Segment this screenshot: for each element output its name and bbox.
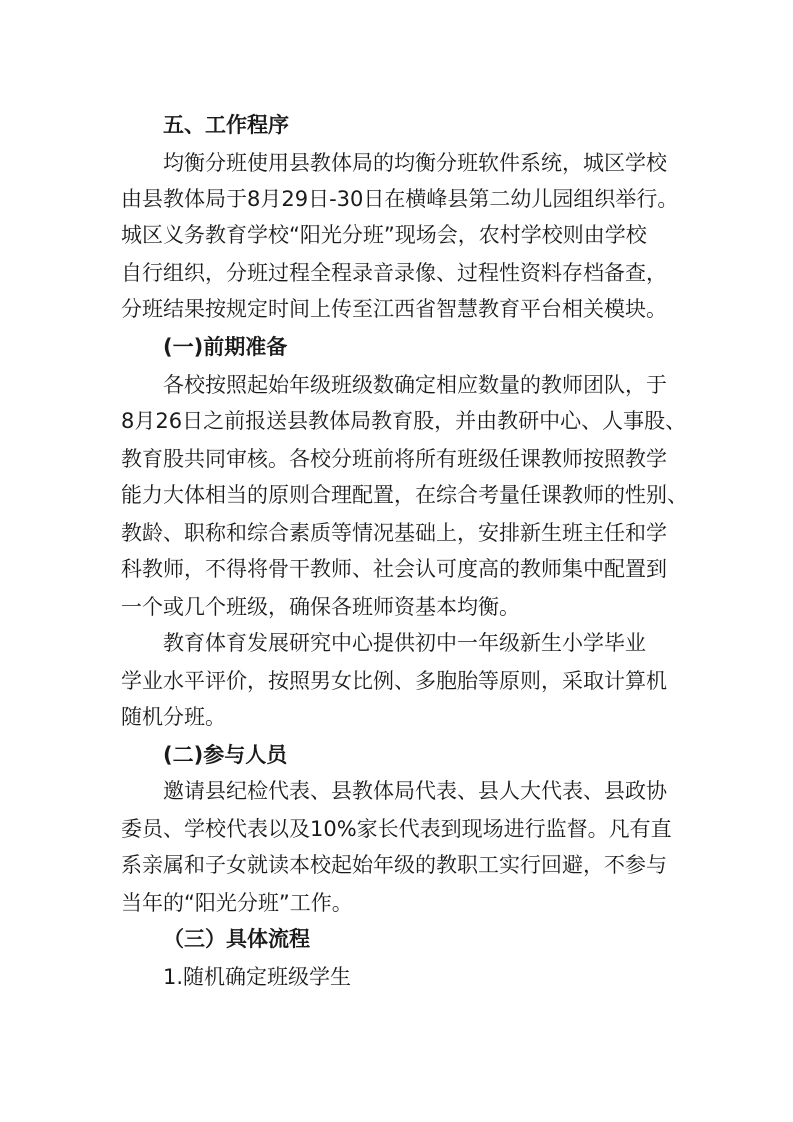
subsection-heading-participants: (二)参与人员 xyxy=(163,743,288,767)
text-line: 城区义务教育学校“阳光分班”现场会，农村学校则由学校 xyxy=(121,223,647,247)
text-line: 分班结果按规定时间上传至江西省智慧教育平台相关模块。 xyxy=(121,297,667,321)
text-line: 教龄、职称和综合素质等情况基础上，安排新生班主任和学 xyxy=(121,521,667,545)
text-line: 均衡分班使用县教体局的均衡分班软件系统，城区学校 xyxy=(163,151,667,175)
text-line: 随机分班。 xyxy=(121,705,226,729)
subsection-heading-process: （三）具体流程 xyxy=(163,927,310,951)
text-line: 教育股共同审核。各校分班前将所有班级任课教师按照教学 xyxy=(121,447,667,471)
section-title: 五、工作程序 xyxy=(163,113,289,137)
text-line: 自行组织，分班过程全程录音录像、过程性资料存档备查， xyxy=(121,261,667,285)
subsection-heading-preparation: (一)前期准备 xyxy=(163,335,288,359)
text-line: 当年的“阳光分班”工作。 xyxy=(121,891,353,915)
list-item: 1.随机确定班级学生 xyxy=(163,965,352,989)
text-line: 系亲属和子女就读本校起始年级的教职工实行回避，不参与 xyxy=(121,853,667,877)
text-line: 一个或几个班级，确保各班师资基本均衡。 xyxy=(121,595,520,619)
text-line: 各校按照起始年级班级数确定相应数量的教师团队，于 xyxy=(163,373,667,397)
text-line: 由县教体局于8月29日-30日在横峰县第二幼儿园组织举行。 xyxy=(121,187,679,211)
text-line: 8月26日之前报送县教体局教育股，并由教研中心、人事股、 xyxy=(121,409,687,433)
text-line: 科教师，不得将骨干教师、社会认可度高的教师集中配置到 xyxy=(121,557,667,581)
text-line: 委员、学校代表以及10%家长代表到现场进行监督。凡有直 xyxy=(121,817,672,841)
text-line: 能力大体相当的原则合理配置，在综合考量任课教师的性别、 xyxy=(121,483,688,507)
text-line: 教育体育发展研究中心提供初中一年级新生小学毕业 xyxy=(163,631,646,655)
text-line: 学业水平评价，按照男女比例、多胞胎等原则，采取计算机 xyxy=(121,669,667,693)
text-line: 邀请县纪检代表、县教体局代表、县人大代表、县政协 xyxy=(163,779,667,803)
